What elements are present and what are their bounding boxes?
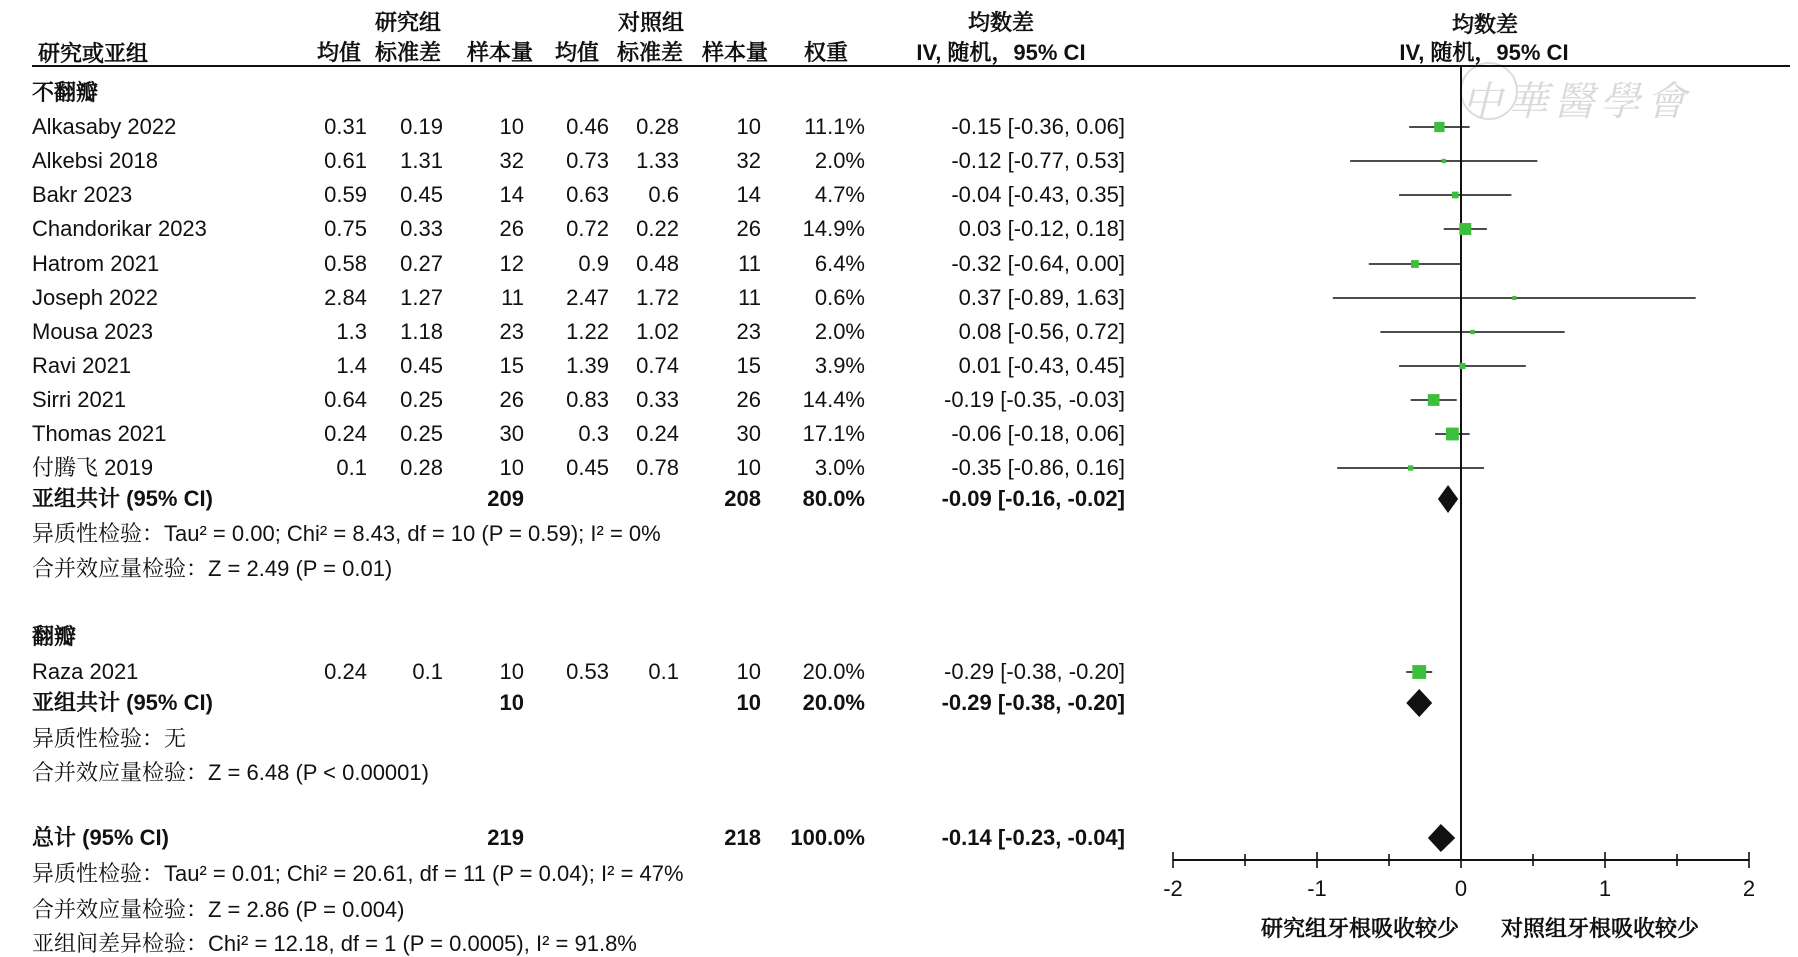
exp-n: 32 [499, 148, 524, 173]
pooled-diamond [1438, 485, 1458, 513]
overall-exp-n: 219 [487, 825, 524, 850]
study-name: 付腾飞 2019 [32, 455, 154, 480]
ctl-n: 11 [738, 285, 761, 310]
ctl-sd: 1.33 [636, 148, 679, 173]
subgroup-total-label: 亚组共计 (95% CI) [32, 690, 213, 715]
header-exp-sd: 标准差 [374, 40, 441, 65]
overall-total-label: 总计 (95% CI) [32, 825, 169, 850]
ctl-n: 10 [736, 455, 761, 480]
header-ctl-n: 样本量 [701, 40, 768, 65]
exp-mean: 0.24 [324, 659, 367, 684]
study-name: Alkasaby 2022 [32, 114, 177, 139]
subgroup-overall-effect: 合并效应量检验：Z = 2.49 (P = 0.01) [32, 556, 393, 581]
x-tick-label: -2 [1163, 876, 1183, 901]
ctl-mean: 0.72 [566, 216, 609, 241]
subgroup-total-label: 亚组共计 (95% CI) [32, 486, 213, 511]
exp-n: 30 [499, 421, 524, 446]
mean-difference-ci: -0.32 [-0.64, 0.00] [951, 251, 1125, 276]
ctl-sd: 0.33 [636, 387, 679, 412]
mean-difference-ci: 0.37 [-0.89, 1.63] [958, 285, 1125, 310]
mean-difference-ci: -0.19 [-0.35, -0.03] [944, 387, 1125, 412]
study-name: Mousa 2023 [32, 319, 154, 344]
subgroup-difference-test: 亚组间差异检验：Chi² = 12.18, df = 1 (P = 0.0005), I² = 91.8% [32, 931, 637, 956]
exp-n: 23 [499, 319, 524, 344]
header-weight: 权重 [803, 40, 848, 65]
exp-mean: 0.1 [336, 455, 367, 480]
effect-marker [1459, 363, 1465, 369]
effect-marker [1408, 465, 1413, 470]
subgroup-total-exp-n: 209 [487, 486, 524, 511]
exp-mean: 0.31 [324, 114, 367, 139]
exp-n: 10 [499, 455, 524, 480]
effect-marker [1411, 260, 1419, 268]
ctl-n: 26 [736, 216, 761, 241]
x-tick-label: 1 [1598, 876, 1612, 901]
study-name: Hatrom 2021 [32, 251, 160, 276]
exp-sd: 0.45 [400, 182, 443, 207]
subgroup-total-weight: 80.0% [802, 486, 865, 511]
effect-marker [1442, 159, 1446, 163]
weight: 20.0% [802, 659, 865, 684]
exp-sd: 0.25 [400, 421, 443, 446]
subgroup-total-ci: -0.09 [-0.16, -0.02] [941, 486, 1125, 511]
subgroup-name: 不翻瓣 [32, 80, 99, 105]
ctl-mean: 0.53 [566, 659, 609, 684]
exp-n: 26 [499, 387, 524, 412]
effect-marker [1446, 428, 1459, 441]
ctl-sd: 0.24 [636, 421, 679, 446]
weight: 14.4% [802, 387, 865, 412]
ctl-sd: 1.02 [636, 319, 679, 344]
exp-mean: 0.58 [324, 251, 367, 276]
overall-ctl-n: 218 [724, 825, 761, 850]
pooled-diamond [1406, 689, 1432, 717]
exp-sd: 0.27 [400, 251, 443, 276]
header-exp-group: 研究组 [374, 10, 441, 35]
exp-n: 26 [499, 216, 524, 241]
ctl-sd: 0.22 [636, 216, 679, 241]
exp-n: 10 [499, 114, 524, 139]
ctl-mean: 0.73 [566, 148, 609, 173]
exp-sd: 0.19 [400, 114, 443, 139]
pooled-diamond [1428, 824, 1455, 852]
mean-difference-ci: -0.35 [-0.86, 0.16] [951, 455, 1125, 480]
exp-n: 14 [499, 182, 524, 207]
mean-difference-ci: 0.03 [-0.12, 0.18] [958, 216, 1125, 241]
ctl-n: 30 [736, 421, 761, 446]
weight: 17.1% [802, 421, 865, 446]
overall-heterogeneity: 异质性检验：Tau² = 0.01; Chi² = 20.61, df = 11 (P = 0.04); I² = 47% [32, 861, 684, 886]
exp-n: 10 [499, 659, 524, 684]
x-tick-label: 0 [1454, 876, 1468, 901]
effect-marker [1412, 665, 1426, 679]
exp-mean: 0.75 [324, 216, 367, 241]
weight: 0.6% [814, 285, 865, 310]
exp-mean: 0.59 [324, 182, 367, 207]
effect-marker [1428, 394, 1440, 406]
effect-marker [1459, 223, 1471, 235]
exp-mean: 2.84 [324, 285, 367, 310]
header-ctl-sd: 标准差 [616, 40, 683, 65]
header-ctl-mean: 均值 [554, 40, 599, 65]
ctl-sd: 1.72 [636, 285, 679, 310]
overall-effect-test: 合并效应量检验：Z = 2.86 (P = 0.004) [32, 897, 405, 922]
ctl-n: 10 [736, 659, 761, 684]
effect-marker [1434, 122, 1444, 132]
subgroup-total-ci: -0.29 [-0.38, -0.20] [941, 690, 1125, 715]
exp-sd: 0.33 [400, 216, 443, 241]
header-exp-mean: 均值 [316, 40, 361, 65]
weight: 4.7% [814, 182, 865, 207]
study-name: Alkebsi 2018 [32, 148, 158, 173]
exp-sd: 1.31 [400, 148, 443, 173]
weight: 6.4% [814, 251, 865, 276]
study-name: Chandorikar 2023 [32, 216, 207, 241]
exp-mean: 1.4 [336, 353, 367, 378]
effect-marker [1470, 330, 1474, 334]
exp-sd: 1.18 [400, 319, 443, 344]
ctl-n: 23 [736, 319, 761, 344]
exp-sd: 0.28 [400, 455, 443, 480]
weight: 2.0% [814, 319, 865, 344]
x-tick-label: -1 [1307, 876, 1327, 901]
subgroup-heterogeneity: 异质性检验：Tau² = 0.00; Chi² = 8.43, df = 10 (P = 0.59); I² = 0% [32, 521, 661, 546]
ctl-mean: 0.9 [578, 251, 609, 276]
mean-difference-ci: -0.06 [-0.18, 0.06] [951, 421, 1125, 446]
mean-difference-ci: -0.29 [-0.38, -0.20] [944, 659, 1125, 684]
ctl-n: 26 [736, 387, 761, 412]
ctl-n: 15 [736, 353, 761, 378]
mean-difference-ci: 0.01 [-0.43, 0.45] [958, 353, 1125, 378]
ctl-mean: 1.22 [566, 319, 609, 344]
ctl-mean: 0.3 [578, 421, 609, 446]
weight: 3.9% [814, 353, 865, 378]
subgroup-name: 翻瓣 [32, 624, 77, 649]
favours-right-label: 对照组牙根吸收较少 [1500, 916, 1700, 941]
mean-difference-ci: 0.08 [-0.56, 0.72] [958, 319, 1125, 344]
effect-marker [1512, 296, 1516, 300]
exp-n: 12 [499, 251, 524, 276]
ctl-sd: 0.28 [636, 114, 679, 139]
weight: 11.1% [804, 114, 865, 139]
ctl-sd: 0.74 [636, 353, 679, 378]
ctl-n: 11 [738, 251, 761, 276]
overall-ci: -0.14 [-0.23, -0.04] [941, 825, 1125, 850]
exp-sd: 0.1 [412, 659, 443, 684]
effect-marker [1452, 192, 1459, 199]
ctl-sd: 0.6 [648, 182, 679, 207]
ctl-mean: 0.83 [566, 387, 609, 412]
subgroup-total-exp-n: 10 [499, 690, 524, 715]
ctl-sd: 0.48 [636, 251, 679, 276]
weight: 14.9% [802, 216, 865, 241]
study-name: Thomas 2021 [32, 421, 167, 446]
mean-difference-ci: -0.12 [-0.77, 0.53] [951, 148, 1125, 173]
subgroup-total-ctl-n: 208 [724, 486, 761, 511]
ctl-n: 14 [736, 182, 761, 207]
favours-left-label: 研究组牙根吸收较少 [1260, 916, 1460, 941]
header-plot-top: 均数差 [1451, 12, 1518, 37]
exp-mean: 0.64 [324, 387, 367, 412]
weight: 2.0% [814, 148, 865, 173]
exp-sd: 1.27 [400, 285, 443, 310]
ctl-sd: 0.1 [648, 659, 679, 684]
exp-mean: 1.3 [336, 319, 367, 344]
subgroup-total-weight: 20.0% [802, 690, 865, 715]
ctl-n: 32 [736, 148, 761, 173]
ctl-n: 10 [736, 114, 761, 139]
header-ctl-group: 对照组 [617, 10, 684, 35]
weight: 3.0% [814, 455, 865, 480]
exp-mean: 0.61 [324, 148, 367, 173]
exp-n: 15 [499, 353, 524, 378]
header-study: 研究或亚组 [38, 41, 149, 66]
mean-difference-ci: -0.04 [-0.43, 0.35] [951, 182, 1125, 207]
ctl-mean: 0.46 [566, 114, 609, 139]
exp-sd: 0.25 [400, 387, 443, 412]
exp-mean: 0.24 [324, 421, 367, 446]
header-plot-sub: IV, 随机，95% CI [1399, 40, 1569, 65]
subgroup-overall-effect: 合并效应量检验：Z = 6.48 (P < 0.00001) [32, 760, 429, 785]
ctl-mean: 0.63 [566, 182, 609, 207]
exp-n: 11 [501, 285, 524, 310]
overall-weight: 100.0% [790, 825, 865, 850]
ctl-mean: 0.45 [566, 455, 609, 480]
header-effect-sub: IV, 随机，95% CI [916, 40, 1086, 65]
exp-sd: 0.45 [400, 353, 443, 378]
watermark-logo: 中華醫學會 [1462, 79, 1692, 125]
study-name: Bakr 2023 [32, 182, 133, 207]
header-exp-n: 样本量 [466, 40, 533, 65]
x-tick-label: 2 [1742, 876, 1756, 901]
study-name: Joseph 2022 [32, 285, 158, 310]
ctl-sd: 0.78 [636, 455, 679, 480]
header-effect-top: 均数差 [967, 10, 1034, 35]
ctl-mean: 1.39 [566, 353, 609, 378]
study-name: Raza 2021 [32, 659, 139, 684]
mean-difference-ci: -0.15 [-0.36, 0.06] [951, 114, 1125, 139]
study-name: Sirri 2021 [32, 387, 127, 412]
subgroup-total-ctl-n: 10 [736, 690, 761, 715]
subgroup-heterogeneity: 异质性检验：无 [32, 726, 187, 751]
ctl-mean: 2.47 [566, 285, 609, 310]
study-name: Ravi 2021 [32, 353, 132, 378]
